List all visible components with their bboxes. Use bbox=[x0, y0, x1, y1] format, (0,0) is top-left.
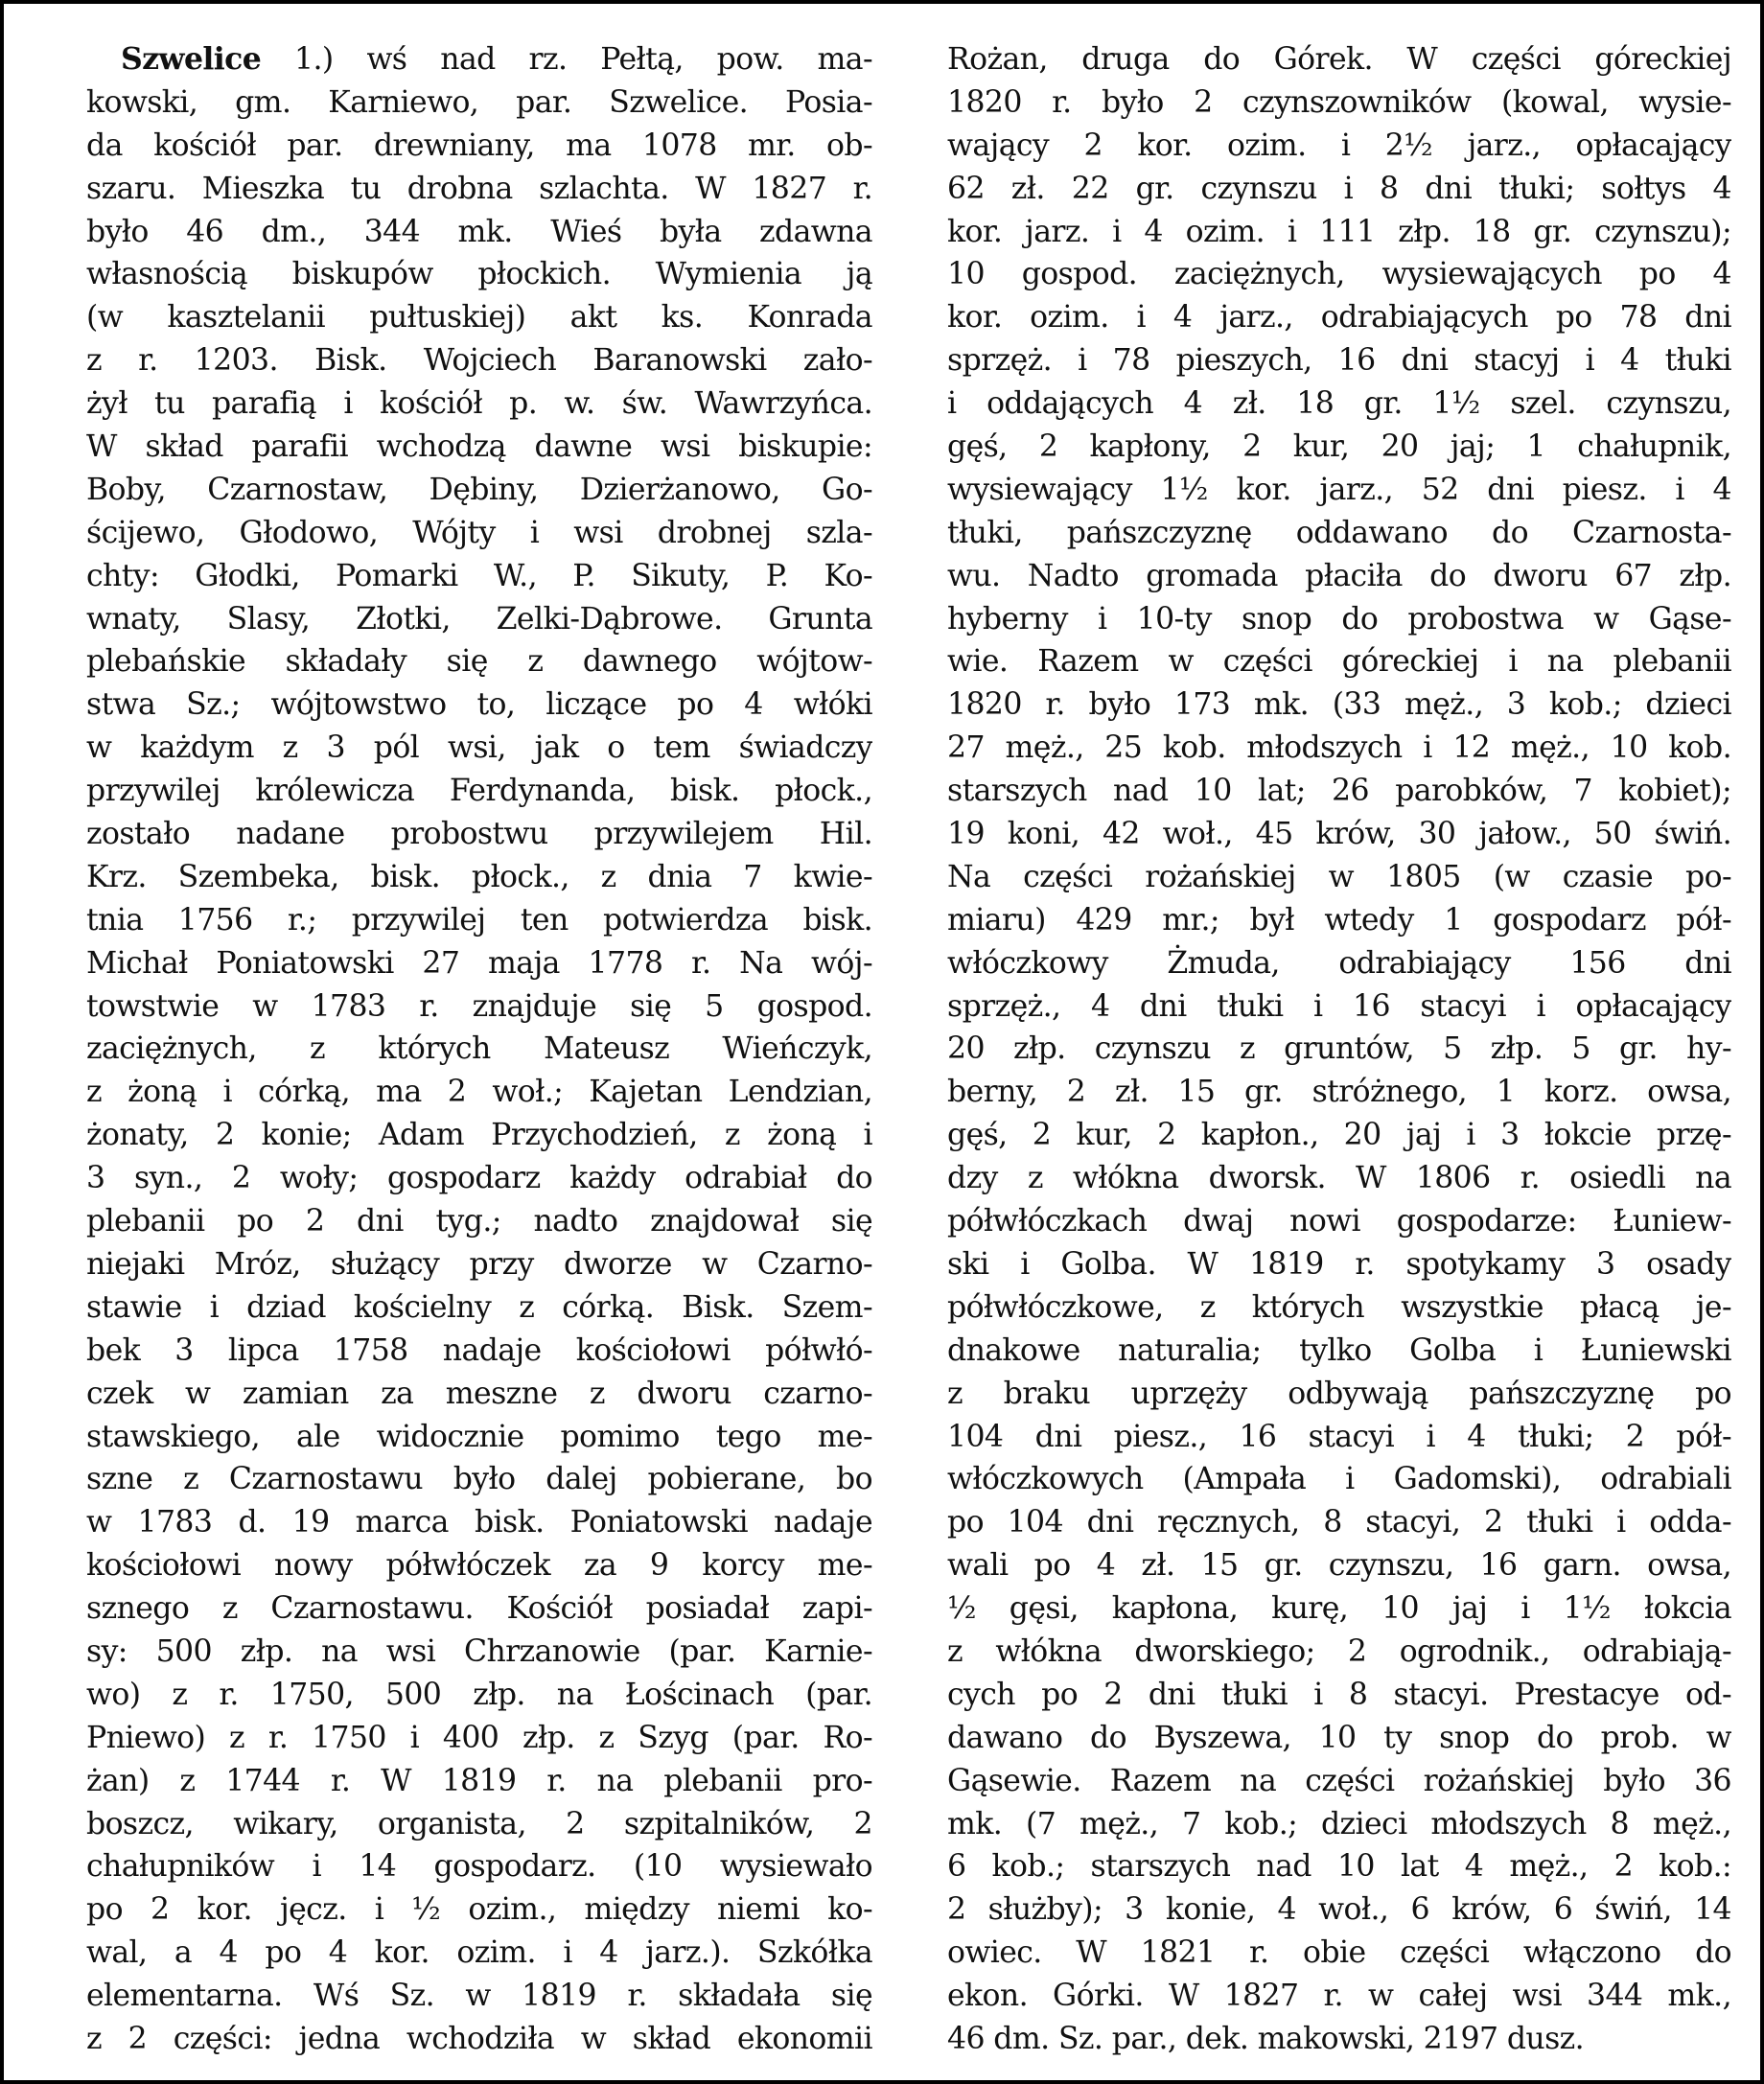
text-line: włóczkowy Żmuda, odrabiający 156 dni bbox=[947, 945, 1731, 981]
text-line: sy: 500 złp. na wsi Chrzanowie (par. Karnie- bbox=[86, 1633, 872, 1669]
text-line: ski i Golba. W 1819 r. spotykamy 3 osady bbox=[947, 1246, 1731, 1282]
right-column bbox=[947, 38, 1731, 2061]
text-line: wali po 4 zł. 15 gr. czynszu, 16 garn. owsa, bbox=[947, 1548, 1731, 1584]
text-line: kościołowi nowy półwłóczek za 9 korcy me- bbox=[86, 1548, 872, 1584]
text-line: półwłóczkach dwaj nowi gospodarze: Łuniew- bbox=[947, 1204, 1731, 1239]
text-line: elementarna. Wś Sz. w 1819 r. składała się bbox=[86, 1979, 872, 2014]
text-line: stawskiego, ale widocznie pomimo tego me- bbox=[86, 1419, 872, 1454]
text-line: chałupników i 14 gospodarz. (10 wysiewało bbox=[86, 1849, 872, 1885]
text-line: boszcz, wikary, organista, 2 szpitalników, 2 bbox=[86, 1806, 872, 1841]
text-line: 2 służby); 3 konie, 4 woł., 6 krów, 6 świń, 14 bbox=[947, 1892, 1731, 1928]
text-line: z żoną i córką, ma 2 woł.; Kajetan Lendzian, bbox=[86, 1075, 872, 1110]
text-line: hyberny i 10-ty snop do probostwa w Gąse- bbox=[947, 601, 1731, 637]
text-line: 20 złp. czynszu z gruntów, 5 złp. 5 gr. hy- bbox=[947, 1031, 1731, 1067]
text-line: w 1783 d. 19 marca bisk. Poniatowski nadaje bbox=[86, 1505, 872, 1540]
text-line: szne z Czarnostawu było dalej pobierane, bo bbox=[86, 1462, 872, 1497]
text-line: wysiewający 1½ kor. jarz., 52 dni piesz. i 4 bbox=[947, 472, 1731, 507]
text-line: owiec. W 1821 r. obie części włączono do bbox=[947, 1935, 1731, 1971]
text-line: żył tu parafią i kościół p. w. św. Wawrzyńca. bbox=[86, 386, 872, 422]
text-line: własnością biskupów płockich. Wymienia ją bbox=[86, 257, 872, 292]
text-line: wie. Razem w części góreckiej i na plebanii bbox=[947, 644, 1731, 680]
text-line: gęś, 2 kur, 2 kapłon., 20 jaj i 3 łokcie przę- bbox=[947, 1118, 1731, 1153]
text-line: tłuki, pańszczyznę oddawano do Czarnosta- bbox=[947, 515, 1731, 550]
text-line: wający 2 kor. ozim. i 2½ jarz., opłacający bbox=[947, 127, 1731, 163]
text-line: półwłóczkowe, z których wszystkie płacą je- bbox=[947, 1289, 1731, 1325]
text-line: po 2 kor. jęcz. i ½ ozim., między niemi ko- bbox=[86, 1892, 872, 1928]
text-line: w każdym z 3 pól wsi, jak o tem świadczy bbox=[86, 730, 872, 766]
text-line: ekon. Górki. W 1827 r. w całej wsi 344 mk., bbox=[947, 1979, 1731, 2014]
text-line: ścijewo, Głodowo, Wójty i wsi drobnej szla- bbox=[86, 515, 872, 550]
text-line: 62 zł. 22 gr. czynszu i 8 dni tłuki; sołtys 4 bbox=[947, 171, 1731, 206]
text-line: po 104 dni ręcznych, 8 stacyi, 2 tłuki i odda- bbox=[947, 1505, 1731, 1540]
text-line: kor. ozim. i 4 jarz., odrabiających po 78 dni bbox=[947, 300, 1731, 336]
text-line: zostało nadane probostwu przywilejem Hil. bbox=[86, 817, 872, 852]
text-line: da kościół par. drewniany, ma 1078 mr. ob- bbox=[86, 127, 872, 163]
text-line: ½ gęsi, kapłona, kurę, 10 jaj i 1½ łokcia bbox=[947, 1591, 1731, 1627]
text-line: plebańskie składały się z dawnego wójtow- bbox=[86, 644, 872, 680]
text-line: czek w zamian za meszne z dworu czarno- bbox=[86, 1376, 872, 1411]
text-line: Krz. Szembeka, bisk. płock., z dnia 7 kwie- bbox=[86, 859, 872, 894]
text-line: szaru. Mieszka tu drobna szlachta. W 1827 r. bbox=[86, 171, 872, 206]
text-line: 46 dm. Sz. par., dek. makowski, 2197 dusz. bbox=[947, 2021, 1585, 2056]
text-line: starszych nad 10 lat; 26 parobków, 7 kobiet); bbox=[947, 774, 1731, 809]
text-line: kor. jarz. i 4 ozim. i 111 złp. 18 gr. czynszu); bbox=[947, 214, 1731, 249]
text-line: W skład parafii wchodzą dawne wsi biskupie: bbox=[86, 429, 872, 465]
text-line: towstwie w 1783 r. znajduje się 5 gospod. bbox=[86, 988, 872, 1024]
text-line: włóczkowych (Ampała i Gadomski), odrabiali bbox=[947, 1462, 1731, 1497]
text-line: niejaki Mróz, służący przy dworze w Czarno- bbox=[86, 1246, 872, 1282]
text-line: wal, a 4 po 4 kor. ozim. i 4 jarz.). Szkółka bbox=[86, 1935, 872, 1971]
text-line: było 46 dm., 344 mk. Wieś była zdawna bbox=[86, 214, 872, 249]
text-line: chty: Głodki, Pomarki W., P. Sikuty, P. Ko- bbox=[86, 558, 872, 593]
text-line: sprzęż. i 78 pieszych, 16 dni stacyj i 4 tłuki bbox=[947, 343, 1731, 379]
text-line: sznego z Czarnostawu. Kościół posiadał zapi- bbox=[86, 1591, 872, 1627]
text-line: stawie i dziad kościelny z córką. Bisk. Szem- bbox=[86, 1289, 872, 1325]
text-line: 10 gospod. zaciężnych, wysiewających po 4 bbox=[947, 257, 1731, 292]
left-column bbox=[86, 38, 872, 2061]
text-line: dzy z włókna dworsk. W 1806 r. osiedli na bbox=[947, 1161, 1731, 1196]
text-line: 1820 r. było 173 mk. (33 męż., 3 kob.; dzieci bbox=[947, 687, 1731, 723]
text-line: 27 męż., 25 kob. młodszych i 12 męż., 10 kob. bbox=[947, 730, 1731, 766]
text-line: dawano do Byszewa, 10 ty snop do prob. w bbox=[947, 1720, 1731, 1755]
text-line: Pniewo) z r. 1750 i 400 złp. z Szyg (par. Ro- bbox=[86, 1720, 872, 1755]
headword: Szwelice bbox=[121, 41, 262, 77]
text-line: sprzęż., 4 dni tłuki i 16 stacyi i opłacający bbox=[947, 988, 1731, 1024]
text-line: 19 koni, 42 woł., 45 krów, 30 jałow., 50 świń. bbox=[947, 817, 1731, 852]
text-line: z braku uprzęży odbywają pańszczyznę po bbox=[947, 1376, 1731, 1411]
text-line: z włókna dworskiego; 2 ogrodnik., odrabiają- bbox=[947, 1633, 1731, 1669]
text-line: wu. Nadto gromada płaciła do dworu 67 złp. bbox=[947, 558, 1731, 593]
text-line: Gąsewie. Razem na części rożańskiej było 36 bbox=[947, 1763, 1731, 1798]
text-line: stwa Sz.; wójtowstwo to, liczące po 4 włóki bbox=[86, 687, 872, 723]
text-line: żan) z 1744 r. W 1819 r. na plebanii pro- bbox=[86, 1763, 872, 1798]
text-line: z 2 części: jedna wchodziła w skład ekonomii bbox=[86, 2021, 872, 2056]
article-first-line bbox=[86, 38, 872, 81]
text-line: kowski, gm. Karniewo, par. Szwelice. Posia- bbox=[86, 84, 872, 120]
text-line: Michał Poniatowski 27 maja 1778 r. Na wój- bbox=[86, 945, 872, 981]
text-line: Na części rożańskiej w 1805 (w czasie po- bbox=[947, 859, 1731, 894]
text-line: 3 syn., 2 woły; gospodarz każdy odrabiał do bbox=[86, 1161, 872, 1196]
text-line: i oddających 4 zł. 18 gr. 1½ szel. czynszu, bbox=[947, 386, 1731, 422]
text-line: przywilej królewicza Ferdynanda, bisk. płock., bbox=[86, 774, 872, 809]
text-line: plebanii po 2 dni tyg.; nadto znajdował się bbox=[86, 1204, 872, 1239]
text-line: zaciężnych, z których Mateusz Wieńczyk, bbox=[86, 1031, 872, 1067]
text-line: mk. (7 męż., 7 kob.; dzieci młodszych 8 męż., bbox=[947, 1806, 1731, 1841]
text-line: 6 kob.; starszych nad 10 lat 4 męż., 2 kob.: bbox=[947, 1849, 1731, 1885]
text-line: (w kasztelanii pułtuskiej) akt ks. Konrada bbox=[86, 300, 872, 336]
text-line: miaru) 429 mr.; był wtedy 1 gospodarz pół- bbox=[947, 902, 1731, 938]
text-line: wo) z r. 1750, 500 złp. na Łościnach (par. bbox=[86, 1677, 872, 1712]
text-line: wnaty, Slasy, Złotki, Zelki-Dąbrowe. Grunta bbox=[86, 601, 872, 637]
text-line: żonaty, 2 konie; Adam Przychodzień, z żoną i bbox=[86, 1118, 872, 1153]
text-line: 1820 r. było 2 czynszowników (kowal, wysie- bbox=[947, 84, 1731, 120]
text-line: cych po 2 dni tłuki i 8 stacyi. Prestacye od- bbox=[947, 1677, 1731, 1712]
first-line-text: 1.) wś nad rz. Pełtą, pow. ma- bbox=[261, 42, 872, 77]
text-line: 104 dni piesz., 16 stacyi i 4 tłuki; 2 pół- bbox=[947, 1419, 1731, 1454]
text-line: tnia 1756 r.; przywilej ten potwierdza bisk. bbox=[86, 902, 872, 938]
text-line: gęś, 2 kapłony, 2 kur, 20 jaj; 1 chałupnik, bbox=[947, 429, 1731, 465]
text-line: berny, 2 zł. 15 gr. stróżnego, 1 korz. owsa, bbox=[947, 1075, 1731, 1110]
text-line: z r. 1203. Bisk. Wojciech Baranowski zało- bbox=[86, 343, 872, 379]
text-line: Boby, Czarnostaw, Dębiny, Dzierżanowo, Go- bbox=[86, 472, 872, 507]
text-line: Rożan, druga do Górek. W części góreckiej bbox=[947, 42, 1731, 77]
text-line: dnakowe naturalia; tylko Golba i Łuniewski bbox=[947, 1332, 1731, 1368]
text-line: bek 3 lipca 1758 nadaje kościołowi półwłó- bbox=[86, 1332, 872, 1368]
